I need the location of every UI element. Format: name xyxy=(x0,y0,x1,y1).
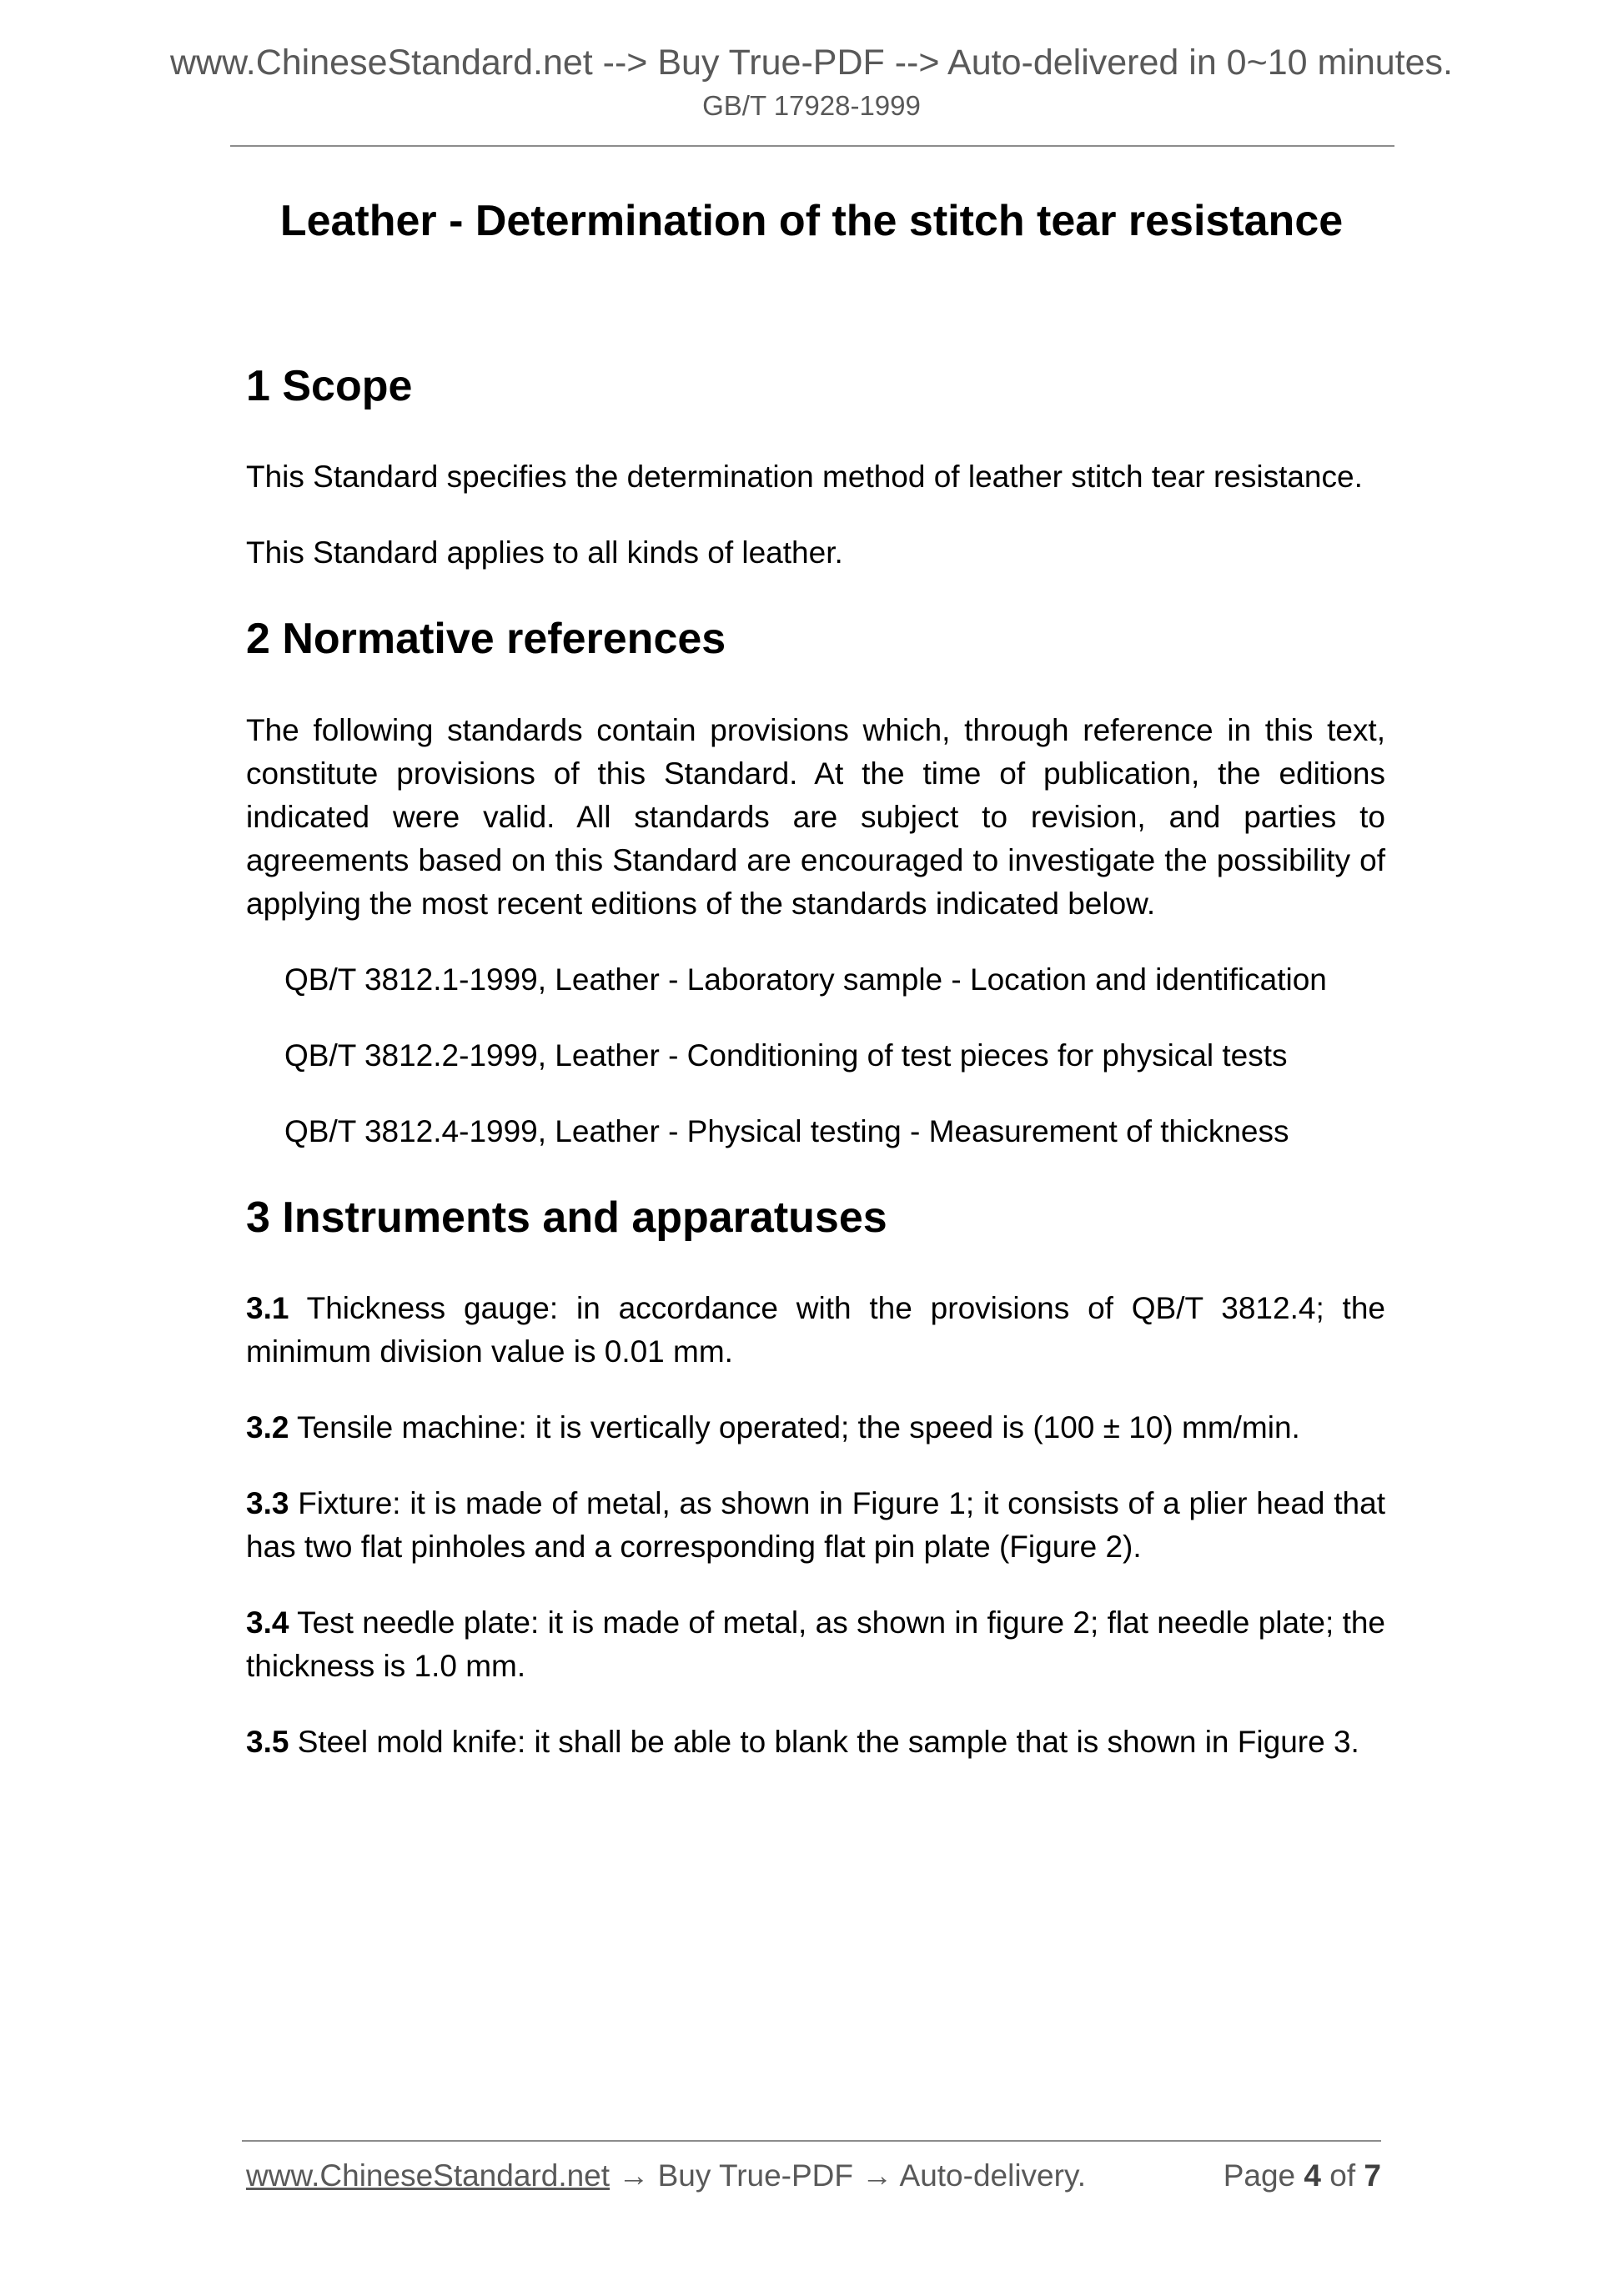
clause xyxy=(246,1287,1385,1374)
section-instruments xyxy=(246,1192,1385,1764)
reference-item: QB/T 3812.1-1999, Leather - Laboratory sample - Location and identification xyxy=(284,962,1327,997)
page-number xyxy=(1224,2158,1381,2193)
reference-item: QB/T 3812.2-1999, Leather - Conditioning of test pieces for physical tests xyxy=(284,1037,1288,1073)
of-label: of xyxy=(1321,2158,1364,2193)
header-banner: www.ChineseStandard.net --> Buy True-PDF --> Auto-delivered in 0~10 minutes. xyxy=(169,43,1453,83)
clause xyxy=(246,1406,1385,1449)
total-pages: 7 xyxy=(1364,2158,1381,2193)
clause-text: Tensile machine: it is vertically operated; the speed is (100 ± 10) mm/min. xyxy=(289,1410,1300,1445)
clause-number: 3.5 xyxy=(246,1725,289,1760)
document-title: Leather - Determination of the stitch tear resistance xyxy=(279,197,1344,245)
section-scope xyxy=(246,360,1385,575)
reference-item: QB/T 3812.4-1999, Leather - Physical testing - Measurement of thickness xyxy=(284,1113,1289,1148)
document-body xyxy=(246,360,1385,1802)
clause-number: 3.2 xyxy=(246,1410,289,1445)
current-page: 4 xyxy=(1304,2158,1321,2193)
footer-site-link[interactable]: www.ChineseStandard.net xyxy=(246,2158,611,2193)
clause-text: Test needle plate: it is made of metal, as shown in figure 2; flat needle plate; the thickness is 1.0 mm. xyxy=(246,1605,1385,1684)
clause-number: 3.1 xyxy=(246,1291,289,1326)
page-label: Page xyxy=(1223,2158,1304,2193)
section-heading: 3 Instruments and apparatuses xyxy=(246,1193,887,1242)
clause-text: Fixture: it is made of metal, as shown in Figure 1; it consists of a plier head that has two flat pinholes and a corresponding flat pin plate (Figure 2). xyxy=(246,1486,1385,1565)
clause-number: 3.3 xyxy=(246,1486,289,1521)
paragraph: The following standards contain provisions which, through reference in this text, constitute provisions of this Standard. At the time of publication, the editions indicated were valid. All standards are subject to revision, and parties to agreements based on this Standard are encouraged to investigate the possibility of applying the most recent editions of the standards indicated below. xyxy=(246,712,1385,921)
clause-text: Steel mold knife: it shall be able to blank the sample that is shown in Figure 3. xyxy=(289,1725,1359,1760)
clause xyxy=(246,1721,1385,1764)
clause-text: Thickness gauge: in accordance with the provisions of QB/T 3812.4; the minimum division value is 0.01 mm. xyxy=(246,1291,1385,1369)
clause xyxy=(246,1482,1385,1569)
header-divider xyxy=(230,145,1394,147)
clause xyxy=(246,1601,1385,1688)
paragraph: This Standard specifies the determination method of leather stitch tear resistance. xyxy=(246,460,1363,495)
paragraph: This Standard applies to all kinds of leather. xyxy=(246,535,843,570)
footer-tagline: → Buy True-PDF → Auto-delivery. xyxy=(610,2158,1086,2193)
standard-code: GB/T 17928-1999 xyxy=(702,90,921,121)
section-normative-references xyxy=(246,613,1385,1153)
footer-link-text xyxy=(246,2158,1086,2193)
section-heading: 1 Scope xyxy=(246,362,413,410)
footer-divider xyxy=(242,2140,1381,2142)
section-heading: 2 Normative references xyxy=(246,615,726,664)
clause-number: 3.4 xyxy=(246,1605,289,1640)
